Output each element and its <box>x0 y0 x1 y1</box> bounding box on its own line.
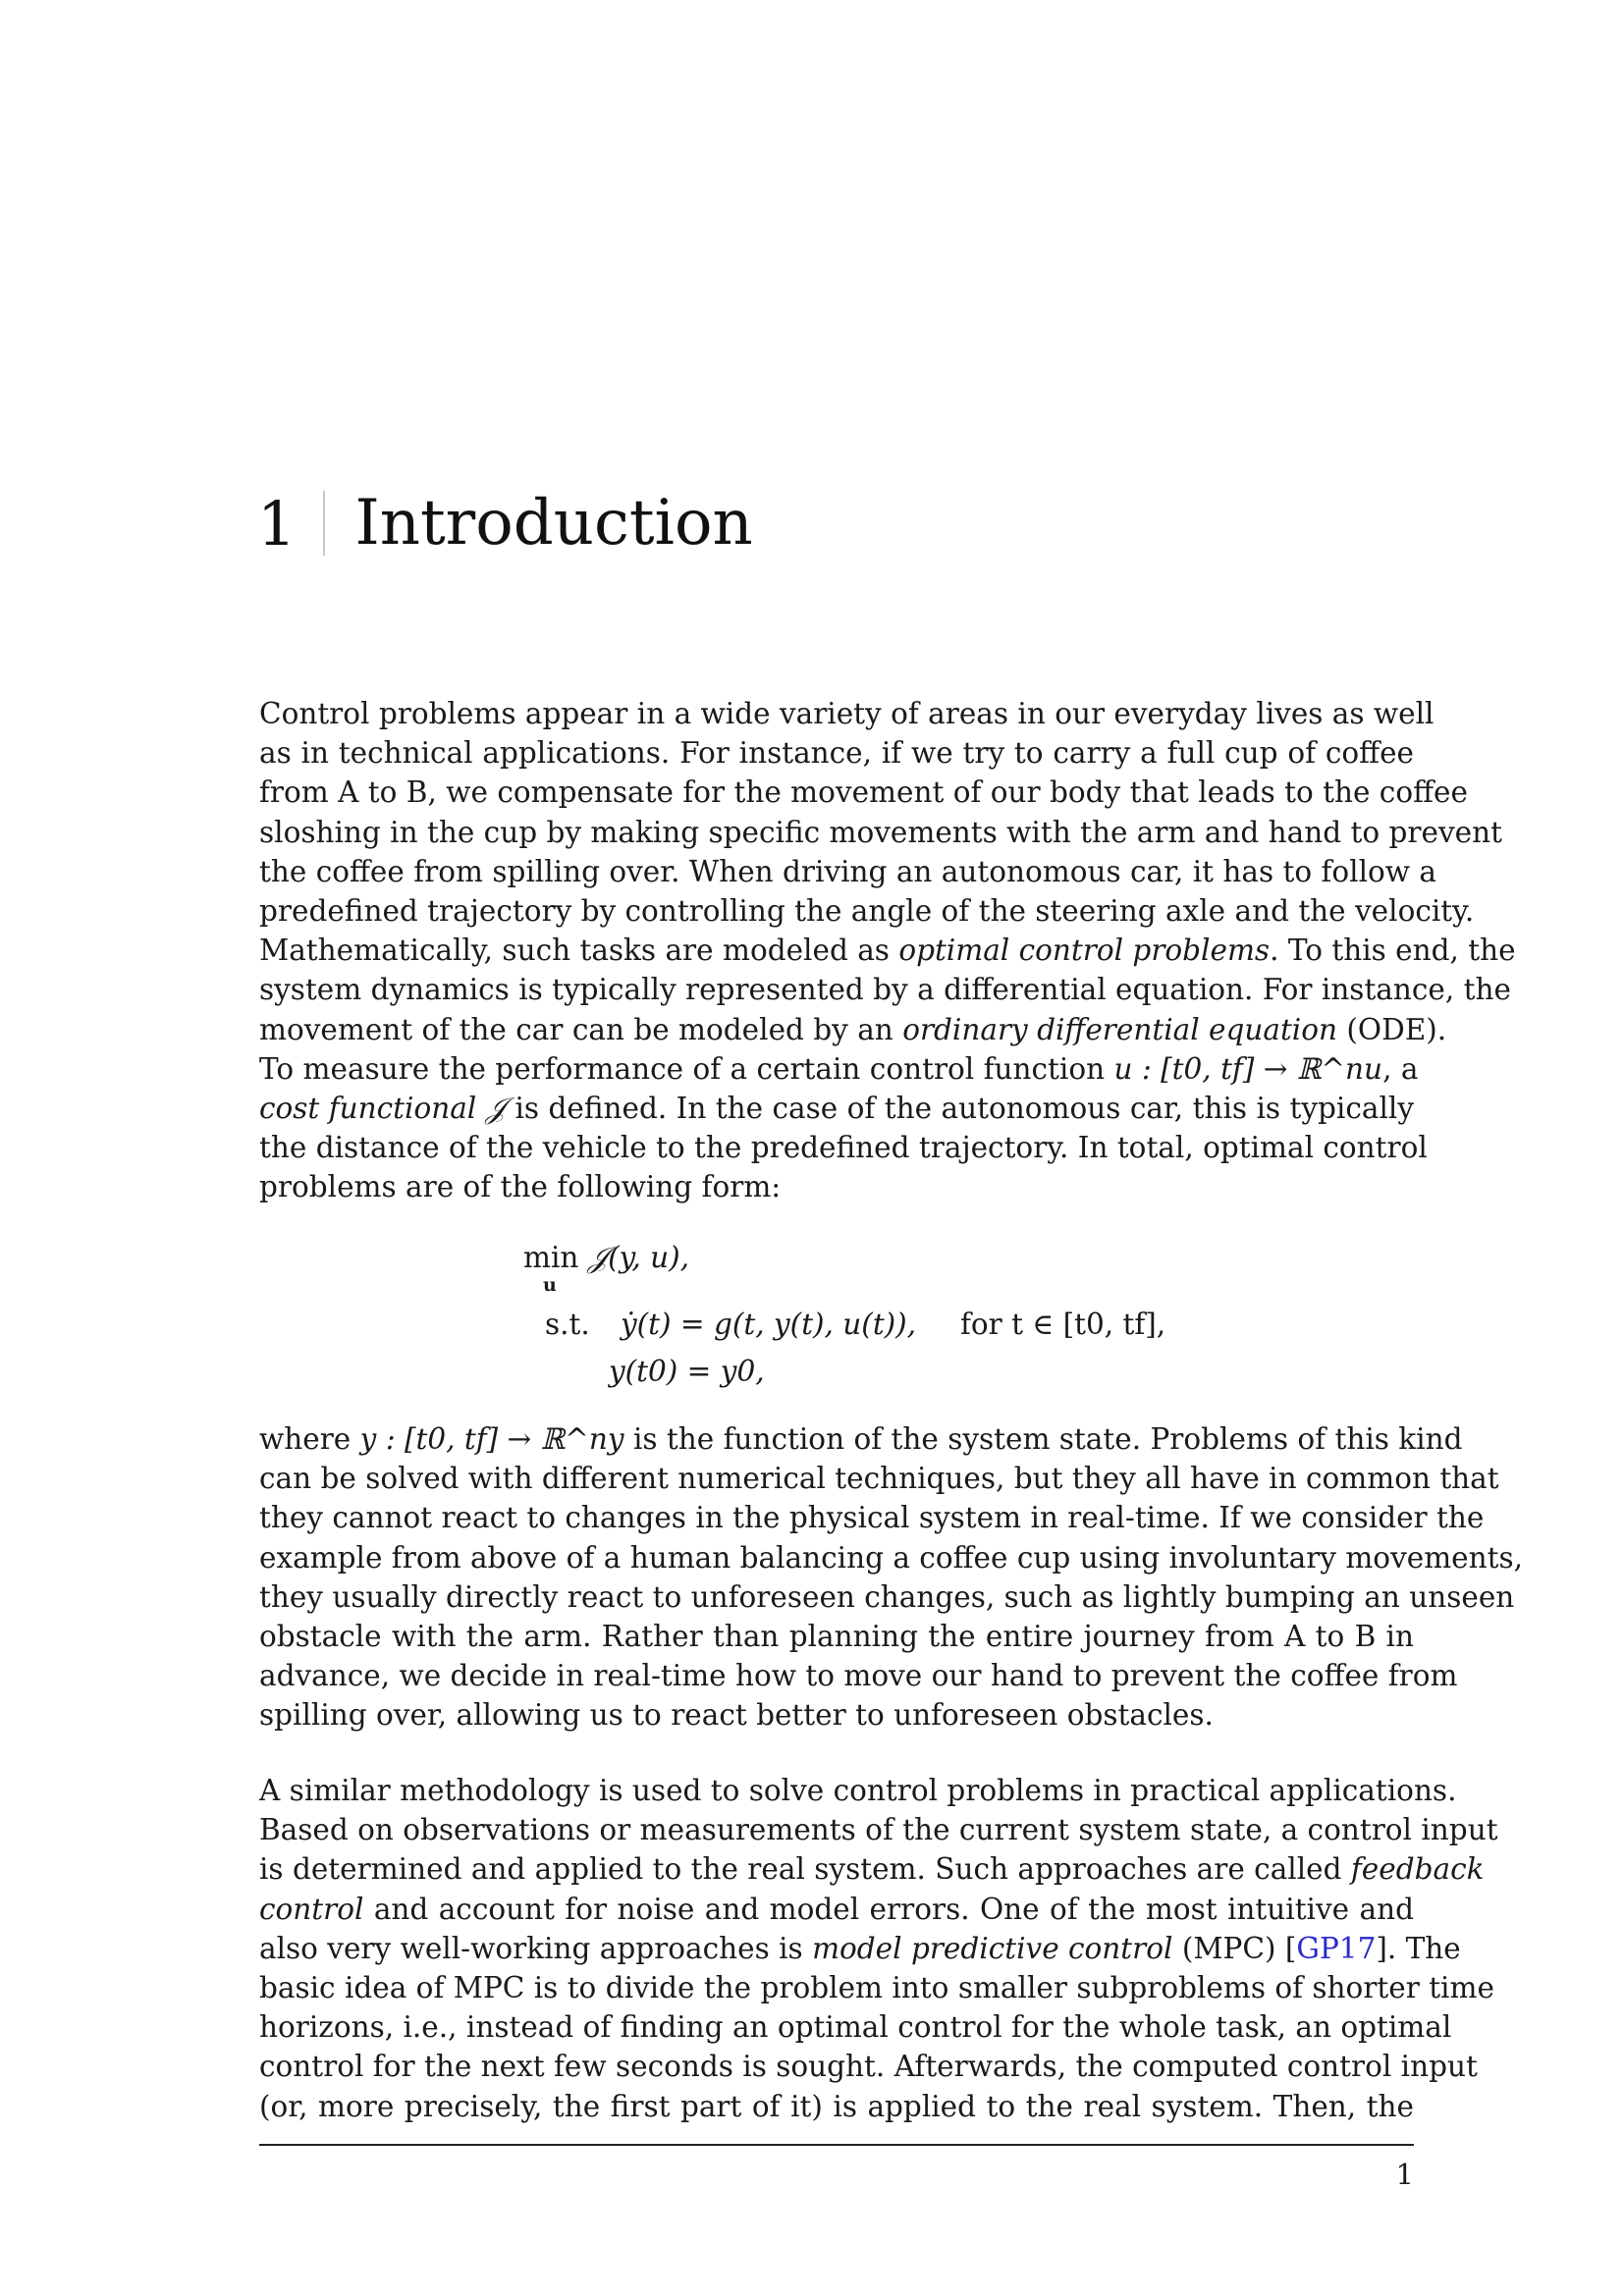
text-line: Mathematically, such tasks are modeled as optimal control problems. To this end, the <box>259 934 1516 968</box>
equation-initial-condition: y(t0) = y0, <box>609 1355 765 1388</box>
objective-term: 𝒥(y, u), <box>587 1241 690 1274</box>
text-line: obstacle with the arm. Rather than planning the entire journey from A to B in <box>259 1620 1414 1654</box>
min-operator: min <box>523 1241 579 1274</box>
chapter-heading <box>257 479 753 567</box>
text-line: To measure the performance of a certain control function u : [t0, tf] → ℝ^nu, a <box>259 1051 1419 1086</box>
text-line: advance, we decide in real-time how to move our hand to prevent the coffee from <box>259 1659 1458 1693</box>
emphasis: control <box>259 1892 364 1926</box>
text-line: horizons, i.e., instead of finding an optimal control for the whole task, an optimal <box>259 2010 1452 2045</box>
equation-objective <box>523 1241 690 1296</box>
footer-rule <box>259 2144 1414 2146</box>
chapter-title: Introduction <box>354 487 753 560</box>
inline-math: y : [t0, tf] → ℝ^ny <box>359 1422 624 1456</box>
text-line: problems are of the following form: <box>259 1170 782 1204</box>
text-line: cost functional 𝒥 is defined. In the case of the autonomous car, this is typically <box>259 1092 1414 1126</box>
text-line: they usually directly react to unforeseen changes, such as lightly bumping an unseen <box>259 1579 1515 1614</box>
paragraph-1 <box>259 694 1516 1207</box>
text-line: A similar methodology is used to solve control problems in practical applications. <box>259 1774 1457 1807</box>
inline-math: u : [t0, tf] → ℝ^nu <box>1113 1051 1383 1086</box>
text-line: can be solved with different numerical techniques, but they all have in common that <box>259 1462 1499 1496</box>
paragraph-3 <box>259 1771 1498 2126</box>
text-line: control for the next few seconds is sought. Afterwards, the computed control input <box>259 2050 1478 2084</box>
text-line: the coffee from spilling over. When driving an autonomous car, it has to follow a <box>259 854 1436 888</box>
chapter-divider <box>323 491 325 556</box>
emphasis: model predictive control <box>812 1931 1173 1965</box>
text-line: is determined and applied to the real system. Such approaches are called feedback <box>259 1852 1485 1887</box>
equation-for-clause: for t ∈ [t0, tf], <box>960 1308 1166 1341</box>
text-line: basic idea of MPC is to divide the problem into smaller subproblems of shorter time <box>259 1971 1494 2005</box>
emphasis: feedback <box>1350 1852 1485 1887</box>
text-line: Control problems appear in a wide variety of areas in our everyday lives as well <box>259 697 1435 730</box>
text-line: also very well-working approaches is model predictive control (MPC) [GP17]. The <box>259 1931 1461 1965</box>
emphasis: ordinary differential equation <box>902 1012 1338 1046</box>
emphasis: optimal control problems <box>898 934 1271 968</box>
text-line: sloshing in the cup by making specific movements with the arm and hand to prevent <box>259 815 1502 849</box>
text-line: from A to B, we compensate for the movement of our body that leads to the coffee <box>259 775 1468 810</box>
text-line: as in technical applications. For instance, if we try to carry a full cup of coffee <box>259 736 1414 771</box>
text-line: (or, more precisely, the first part of it) is applied to the real system. Then, the <box>259 2089 1414 2123</box>
text-line: system dynamics is typically represented by a differential equation. For instance, the <box>259 973 1511 1007</box>
text-line: predefined trajectory by controlling the angle of the steering axle and the velocity. <box>259 894 1475 929</box>
text-line: movement of the car can be modeled by an ordinary differential equation (ODE). <box>259 1012 1447 1046</box>
text-line: Based on observations or measurements of the current system state, a control input <box>259 1813 1498 1847</box>
text-line: spilling over, allowing us to react better to unforeseen obstacles. <box>259 1698 1214 1733</box>
equation-dynamics: ẏ(t) = g(t, y(t), u(t)), <box>621 1308 917 1341</box>
text-line: the distance of the vehicle to the predefined trajectory. In total, optimal control <box>259 1131 1428 1165</box>
page-number: 1 <box>1395 2158 1414 2191</box>
text-line: example from above of a human balancing a coffee cup using involuntary movements, <box>259 1540 1523 1575</box>
text-line: control and account for noise and model errors. One of the most intuitive and <box>259 1892 1414 1926</box>
emphasis: cost functional 𝒥 <box>259 1092 507 1126</box>
chapter-number: 1 <box>257 487 297 560</box>
paragraph-2 <box>259 1419 1523 1735</box>
min-subscript: u <box>543 1274 557 1296</box>
text-line: they cannot react to changes in the physical system in real-time. If we consider the <box>259 1501 1485 1535</box>
text-line: where y : [t0, tf] → ℝ^ny is the function of the system state. Problems of this kind <box>259 1422 1463 1456</box>
citation-link[interactable]: GP17 <box>1296 1931 1377 1965</box>
equation-st-label: s.t. <box>545 1308 590 1341</box>
